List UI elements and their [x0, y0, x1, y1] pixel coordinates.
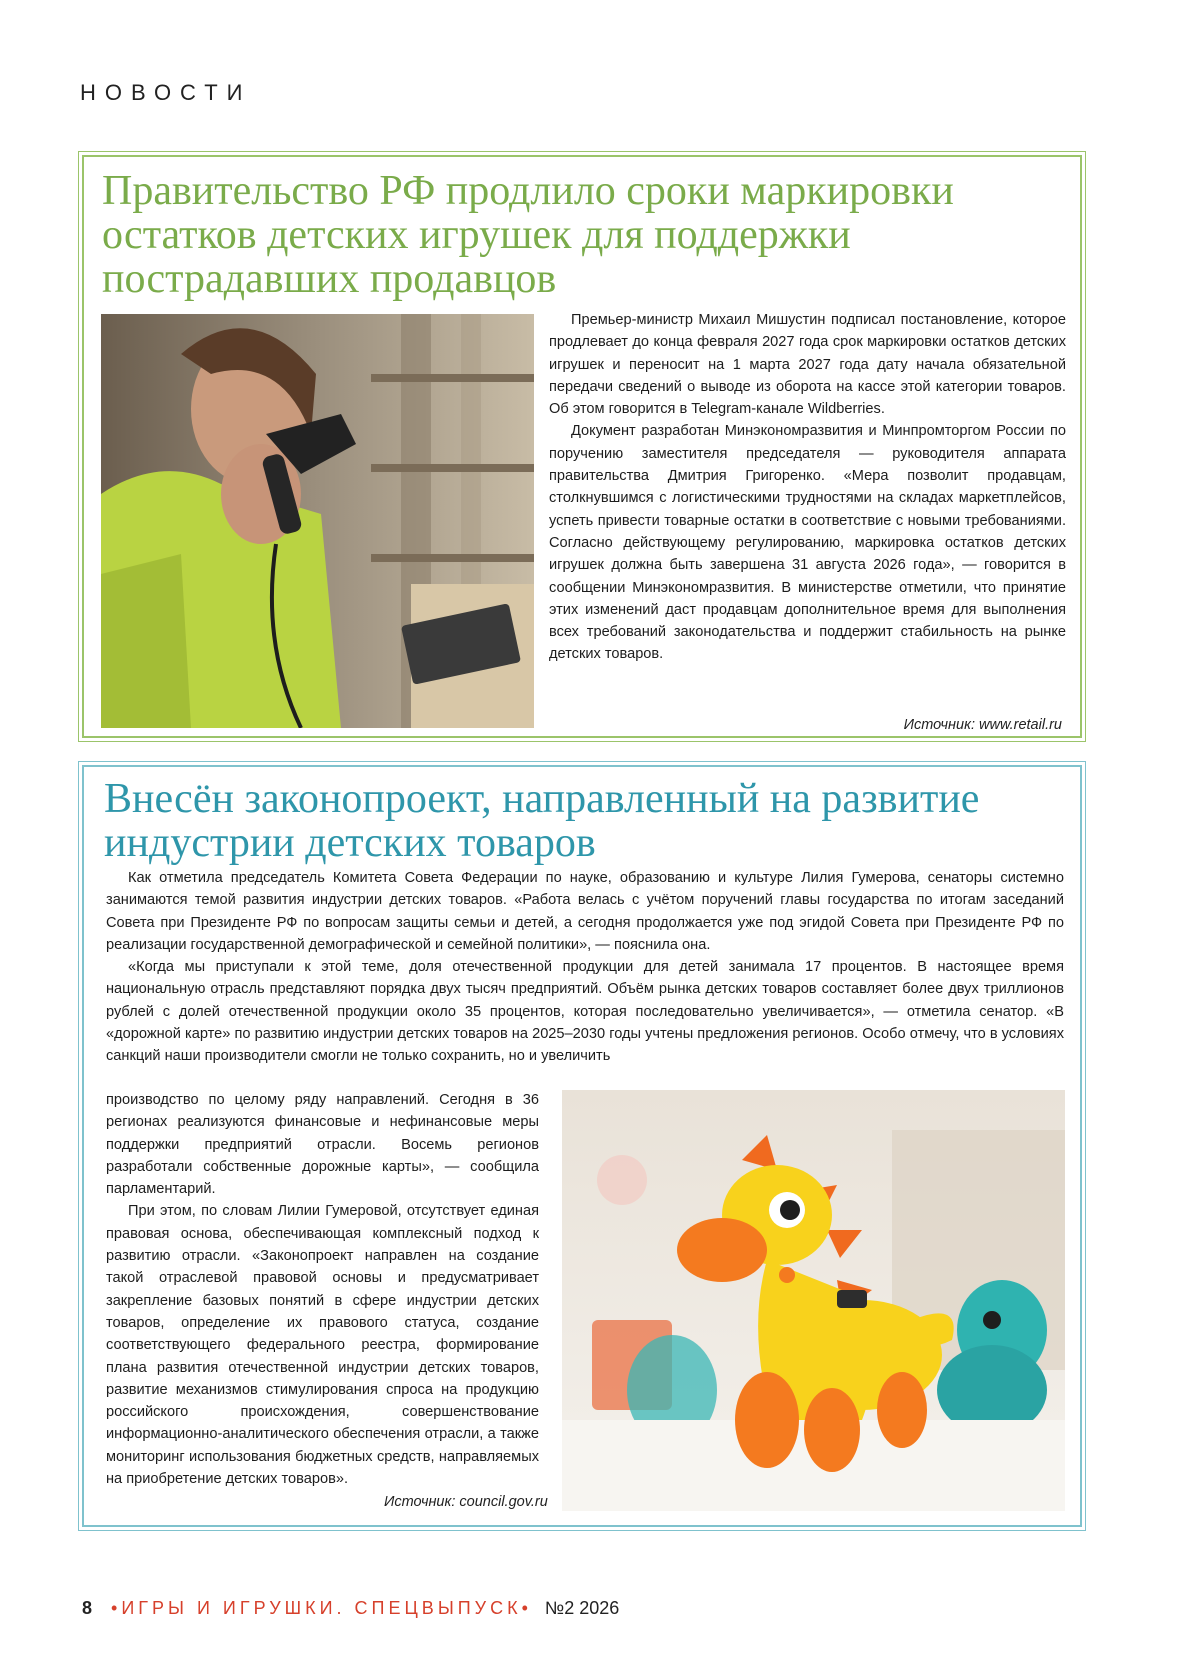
article-2-paragraph: Как отметила председатель Комитета Совета Федерации по науке, образованию и культуре Лилия Гумерова, сенаторы системно занимаются темой развития индустрии детских товаров. «Работа велась с учётом поручений главы государства по итогам заседаний Совета при Президенте РФ по вопросам защиты семьи и детей, а сегодня продолжается уже под эгидой Совета при Президенте РФ по реализации государственной демографической и семейной политики», — пояснила она. — [106, 870, 1064, 953]
article-1-source: Источник: www.retail.ru — [903, 717, 1062, 733]
article-1 — [82, 155, 1082, 738]
toy-dinosaur-photo — [562, 1090, 1065, 1511]
issue-number: №2 2026 — [544, 1598, 620, 1618]
magazine-title: •ИГРЫ И ИГРУШКИ. СПЕЦВЫПУСК• — [111, 1598, 532, 1618]
article-2-column — [106, 1089, 539, 1490]
page-number: 8 — [82, 1598, 93, 1618]
article-2-lead — [106, 867, 1064, 1068]
section-label: НОВОСТИ — [80, 80, 252, 105]
article-2-paragraph: При этом, по словам Лилии Гумеровой, отсутствует единая правовая основа, обеспечивающая комплексный подход к развитию отрасли. «Законопроект направлен на создание такой отраслевой правовой основы и предусматривает закрепление базовых понятий в сфере индустрии детских товаров, определение их правового статуса, создание соответствующего федерального реестра, формирование плана развития отечественной индустрии детских товаров, развитие механизмов стимулирования спроса на продукцию российского происхождения, совершенствование информационно-аналитического обеспечения отрасли, а также мониторинг использования бюджетных средств, направляемых на приобретение детских товаров». — [106, 1203, 539, 1488]
article-1-paragraph: Премьер-министр Михаил Мишустин подписал постановление, которое продлевает до конца февраля 2027 года срок маркировки остатков детских игрушек и переносит на 1 марта 2027 года дату начала обязательной передачи сведений о выводе из оборота на кассе этой категории товаров. Об этом говорится в Telegram-канале Wildberries. — [549, 312, 1066, 418]
article-2-source: Источник: council.gov.ru — [384, 1494, 548, 1510]
article-1-paragraph: Документ разработан Минэкономразвития и Минпромторгом России по поручению заместителя председателя — руководителя аппарата правительства Дмитрия Григоренко. «Мера позволит продавцам, столкнувшимся с логистическими трудностями на складах маркетплейсов, успеть привести товарные остатки в соответствие с новыми требованиями. Согласно действующему регулированию, маркировка остатков детских игрушек должна быть завершена 31 августа 2026 года», — говорится в сообщении Минэкономразвития. В министерстве отметили, что принятие этих изменений даст продавцам дополнительное время для выполнения всех требований законодательства и поддержит стабильность на рынке детских товаров. — [549, 423, 1066, 663]
article-2-paragraph: «Когда мы приступали к этой теме, доля отечественной продукции для детей занимала 17 процентов. В настоящее время национальную отрасль представляют порядка двух тысяч предприятий. Объём рынка детских товаров составляет более двух триллионов рублей с долей отечественной продукции около 35 процентов, которая последовательно увеличивается», — отметила сенатор. «В «дорожной карте» по развитию индустрии детских товаров на 2025–2030 годы учтены предложения регионов. Особо отмечу, что в условиях санкций наши производители смогли не только сохранить, но и увеличить — [106, 959, 1064, 1065]
article-1-title: Правительство РФ продлило сроки маркировки остатков детских игрушек для поддержки пострадавших продавцов — [102, 168, 954, 302]
article-2 — [82, 765, 1082, 1527]
page-footer — [82, 1598, 619, 1619]
article-1-body — [549, 309, 1066, 666]
article-2-paragraph: производство по целому ряду направлений. Сегодня в 36 регионах реализуются финансовые и нефинансовые меры поддержки предприятий отрасли. Восемь регионов разработали собственные дорожные карты», — сообщила парламентарий. — [106, 1092, 539, 1198]
article-2-title: Внесён законопроект, направленный на развитие индустрии детских товаров — [104, 776, 980, 866]
warehouse-worker-photo — [101, 314, 534, 728]
